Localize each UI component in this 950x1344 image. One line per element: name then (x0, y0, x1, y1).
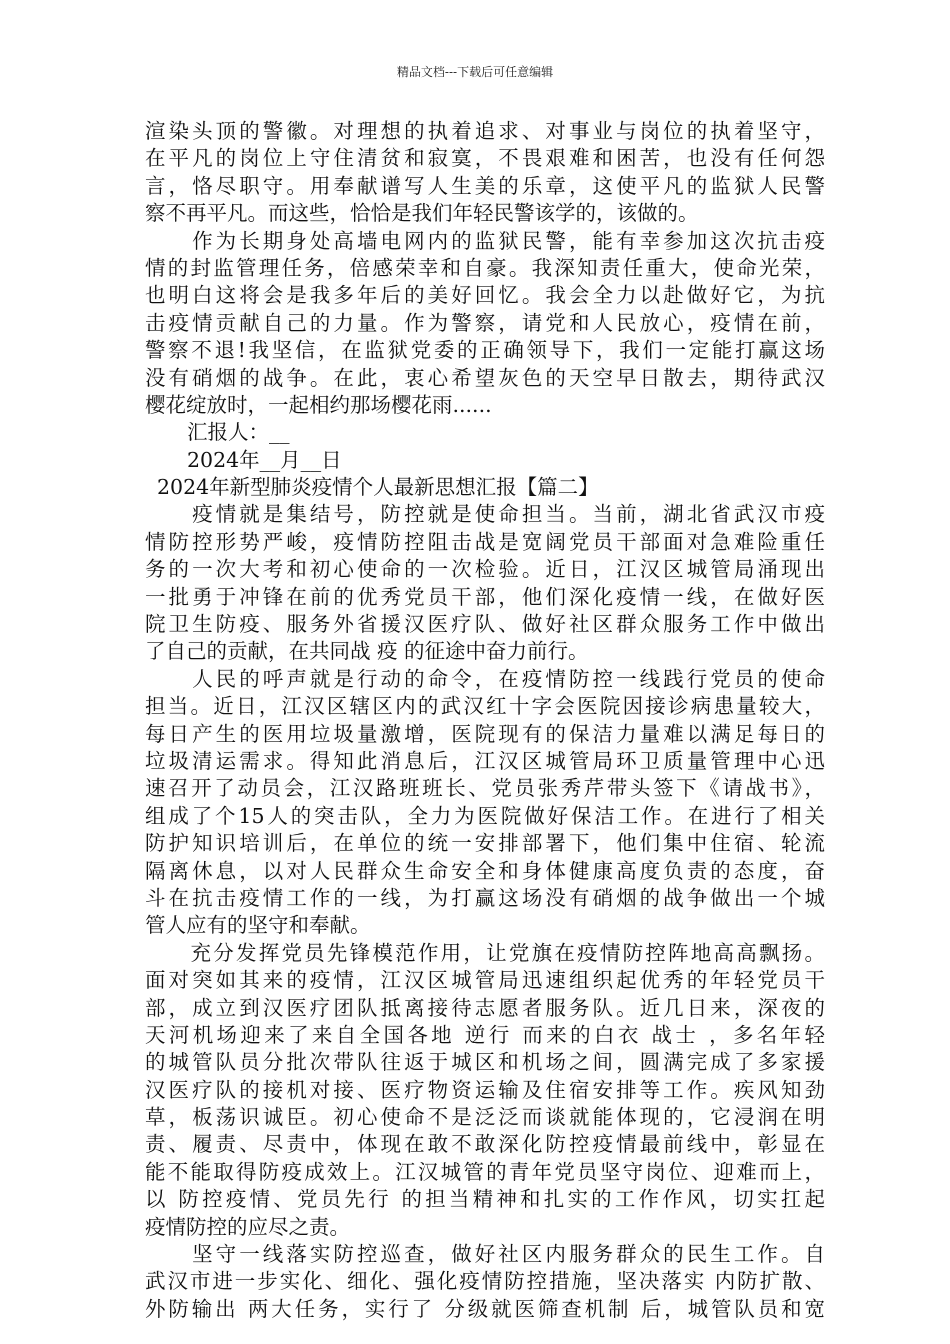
text-line: 天河机场迎来了来自全国各地 逆行 而来的白衣 战士 ，多名年轻 (145, 1022, 825, 1047)
text-line: 外防输出 两大任务，实行了 分级就医筛查机制 后，城管队员和宽 (145, 1296, 825, 1321)
text-line: 警察不退!我坚信，在监狱党委的正确领导下，我们一定能打赢这场 (145, 338, 825, 363)
text-line: 击疫情贡献自己的力量。作为警察，请党和人民放心，疫情在前， (145, 310, 825, 335)
text-line: 言，恪尽职守。用奉献谱写人生美的乐章，这使平凡的监狱人民警 (145, 173, 825, 198)
paragraph-4 (145, 666, 825, 940)
text-line: 疫情防控的应尽之责。 (145, 1214, 350, 1239)
paragraph-2 (145, 228, 825, 420)
text-line: 情的封监管理任务，倍感荣幸和自豪。我深知责任重大，使命光荣， (145, 255, 825, 280)
text-line: 院卫生防疫、服务外省援汉医疗队、做好社区群众服务工作中做出 (145, 612, 825, 637)
text-line: 防护知识培训后，在单位的统一安排部署下，他们集中住宿、轮流 (145, 831, 825, 856)
text-line: 在平凡的岗位上守住清贫和寂寞，不畏艰难和困苦，也没有任何怨 (145, 146, 825, 171)
page-header: 精品文档---下载后可任意编辑 (396, 65, 554, 79)
paragraph-3 (145, 501, 825, 665)
text-line: 坚守一线落实防控巡查，做好社区内服务群众的民生工作。自 (145, 1242, 825, 1267)
text-line: 部，成立到汉医疗团队抵离接待志愿者服务队。近几日来，深夜的 (145, 995, 825, 1020)
paragraph-5 (145, 940, 825, 1241)
text-line: 能不能取得防疫成效上。江汉城管的青年党员坚守岗位、迎难而上， (145, 1159, 825, 1184)
text-line: 人民的呼声就是行动的命令，在疫情防控一线践行党员的使命 (145, 666, 825, 691)
text-line: 充分发挥党员先锋模范作用，让党旗在疫情防控阵地高高飘扬。 (145, 940, 825, 965)
text-line: 组成了个15人的突击队，全力为医院做好保洁工作。在进行了相关 (145, 803, 825, 828)
text-line: 草，板荡识诚臣。初心使命不是泛泛而谈就能体现的，它浸润在明 (145, 1105, 825, 1130)
text-line: 疫情就是集结号，防控就是使命担当。当前，湖北省武汉市疫 (145, 502, 825, 527)
document-body (145, 118, 825, 1323)
text-line: 也明白这将会是我多年后的美好回忆。我会全力以赴做好它，为抗 (145, 283, 825, 308)
text-line: 渲染头顶的警徽。对理想的执着追求、对事业与岗位的执着坚守， (145, 119, 825, 143)
paragraph-6 (145, 1241, 825, 1323)
paragraph-1 (145, 118, 825, 228)
text-line: 垃圾清运需求。得知此消息后，江汉区城管局环卫质量管理中心迅 (145, 748, 825, 773)
text-line: 以 防控疫情、党员先行 的担当精神和扎实的工作作风，切实扛起 (145, 1187, 825, 1212)
text-line: 作为长期身处高墙电网内的监狱民警，能有幸参加这次抗击疫 (145, 228, 825, 253)
text-line: 速召开了动员会，江汉路班班长、党员张秀芹带头签下《请战书》， (145, 776, 825, 801)
text-line: 责、履责、尽责中，体现在敢不敢深化防控疫情最前线中，彰显在 (145, 1132, 825, 1157)
date-line: 2024年__月__日 (187, 447, 342, 472)
text-line: 了自己的贡献，在共同战 疫 的征途中奋力前行。 (145, 639, 589, 664)
text-line: 面对突如其来的疫情，江汉区城管局迅速组织起优秀的年轻党员干 (145, 968, 825, 993)
text-line: 察不再平凡。而这些，恰恰是我们年轻民警该学的，该做的。 (145, 201, 699, 226)
text-line: 武汉市进一步实化、细化、强化疫情防控措施，坚决落实 内防扩散、 (145, 1269, 825, 1294)
section-title: 2024年新型肺炎疫情个人最新思想汇报【篇二】 (157, 475, 599, 500)
text-line: 情防控形势严峻，疫情防控阻击战是宽阔党员干部面对急难险重任 (145, 529, 825, 554)
text-line: 务的一次大考和初心使命的一次检验。近日，江汉区城管局涌现出 (145, 557, 825, 582)
text-line: 樱花绽放时，一起相约那场樱花雨...... (145, 392, 492, 417)
text-line: 管人应有的坚守和奉献。 (145, 913, 371, 938)
text-line: 一批勇于冲锋在前的优秀党员干部，他们深化疫情一线，在做好医 (145, 584, 825, 609)
text-line: 汉医疗队的接机对接、医疗物资运输及住宿安排等工作。疾风知劲 (145, 1077, 825, 1102)
text-line: 每日产生的医用垃圾量激增，医院现有的保洁力量难以满足每日的 (145, 721, 825, 746)
text-line: 没有硝烟的战争。在此，衷心希望灰色的天空早日散去，期待武汉 (145, 365, 825, 390)
text-line: 担当。近日，江汉区辖区内的武汉红十字会医院因接诊病患量较大， (145, 694, 825, 719)
text-line: 隔离休息，以对人民群众生命安全和身体健康高度负责的态度，奋 (145, 858, 825, 883)
text-line: 的城管队员分批次带队往返于城区和机场之间，圆满完成了多家援 (145, 1050, 825, 1075)
reporter-line: 汇报人：__ (187, 420, 290, 445)
text-line: 斗在抗击疫情工作的一线，为打赢这场没有硝烟的战争做出一个城 (145, 885, 825, 910)
